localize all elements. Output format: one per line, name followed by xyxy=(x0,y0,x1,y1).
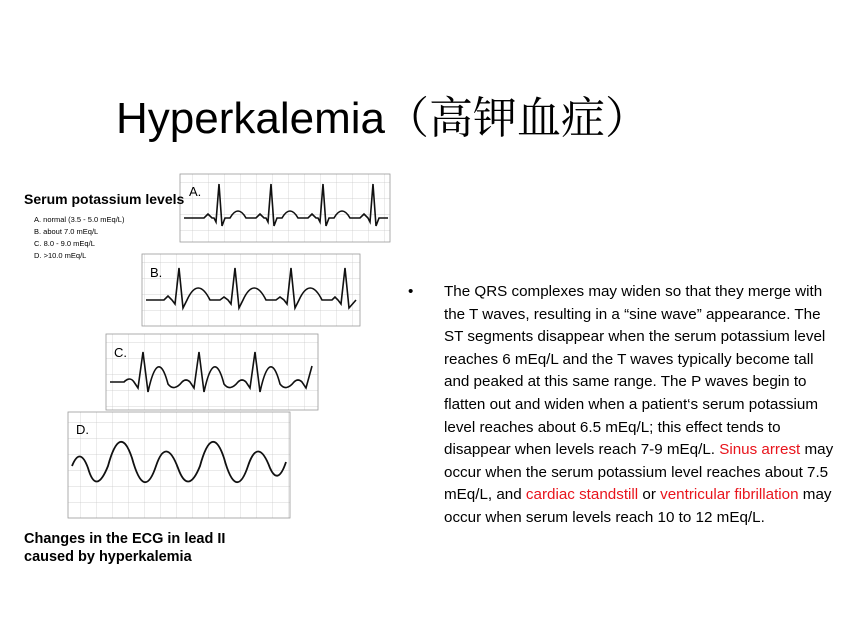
legend-item-b: B. about 7.0 mEq/L xyxy=(34,227,99,236)
bullet-point xyxy=(408,281,836,530)
ecg-panel-d xyxy=(68,412,290,518)
bullet-text-part2: may occur when the serum potassium level reaches about 7.5 mEq/L, and xyxy=(444,441,834,504)
slide-title: Hyperkalemia（高钾血症） xyxy=(116,94,649,143)
panel-label-b: B. xyxy=(150,265,163,280)
panel-label-d: D. xyxy=(76,422,89,437)
figure-caption-line2: caused by hyperkalemia xyxy=(24,549,192,565)
ecg-figure xyxy=(16,166,394,574)
highlight-ventricular-fibrillation: ventricular fibrillation xyxy=(660,486,799,504)
highlight-cardiac-standstill: cardiac standstill xyxy=(525,486,639,504)
figure-heading: Serum potassium levels xyxy=(24,191,185,207)
legend-item-d: D. >10.0 mEq/L xyxy=(34,251,87,260)
ecg-panel-a xyxy=(180,174,390,242)
bullet-text xyxy=(444,281,836,530)
legend-item-a: A. normal (3.5 - 5.0 mEq/L) xyxy=(34,215,125,224)
ecg-panel-c xyxy=(106,334,318,410)
bullet-marker: • xyxy=(408,283,414,300)
ecg-panel-b xyxy=(142,254,360,326)
highlight-sinus-arrest: Sinus arrest xyxy=(719,441,801,459)
figure-caption-line1: Changes in the ECG in lead II xyxy=(24,531,226,547)
legend-item-c: C. 8.0 - 9.0 mEq/L xyxy=(34,239,95,248)
bullet-text-part4: may occur when serum levels reach 10 to 12 mEq/L. xyxy=(444,486,832,526)
panel-label-a: A. xyxy=(189,184,202,199)
bullet-text-part1: The QRS complexes may widen so that they merge with the T waves, resulting in a “sine wave” appearance. The ST segments disappear when the serum potassium level reaches 6 mEq/L and the T waves typically become tall and peaked at this same range. The P waves begin to flatten out and widen when a patient‘s serum potassium level reaches about 6.5 mEq/L; this effect tends to disappear when levels reach 7-9 mEq/L. xyxy=(444,283,826,459)
panel-label-c: C. xyxy=(114,345,127,360)
bullet-text-part3: or xyxy=(638,486,661,504)
